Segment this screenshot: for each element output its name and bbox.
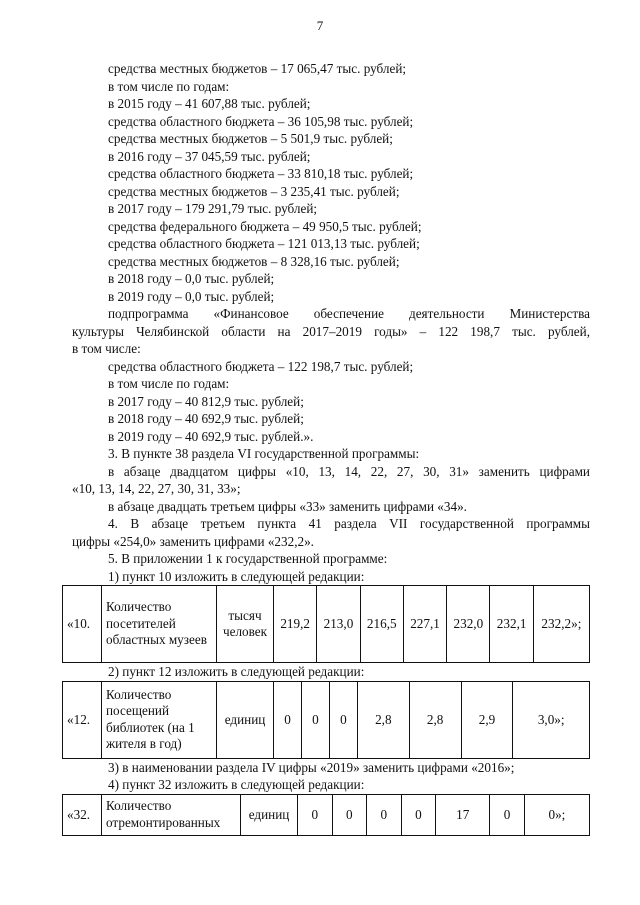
subprogram-line: культуры Челябинской области на 2017–2019 годы» – 122 198,7 тыс. рублей, xyxy=(72,323,590,339)
paragraph: средства местных бюджетов – 8 328,16 тыс. рублей; xyxy=(108,253,400,269)
paragraph: 3. В пункте 38 раздела VI государственной программы: xyxy=(108,446,420,461)
subprogram-line: в том числе: xyxy=(72,341,141,356)
table-wrapper xyxy=(62,681,590,759)
value-cell: 0 xyxy=(332,794,367,835)
value-cell: 232,2»; xyxy=(533,586,589,663)
paragraph: средства местных бюджетов – 3 235,41 тыс. рублей; xyxy=(108,183,400,199)
value-cell: 0 xyxy=(329,681,357,758)
paragraph: в 2015 году – 41 607,88 тыс. рублей; xyxy=(108,96,311,111)
subitem-1: 1) пункт 10 изложить в следующей редакции: xyxy=(108,568,365,584)
paragraph: в 2016 году – 37 045,59 тыс. рублей; xyxy=(108,148,311,164)
paragraph: средства областного бюджета – 121 013,13 тыс. рублей; xyxy=(108,236,420,251)
item3-line: в абзаце двадцатом цифры «10, 13, 14, 22, 27, 30, 31» заменить цифрами xyxy=(108,463,590,479)
row-number: «12. xyxy=(63,681,102,758)
value-cell: 219,2 xyxy=(274,586,317,663)
unit-cell: тысяч человек xyxy=(217,586,274,663)
indicator-name: Количество посещений библиотек (на 1 жителя в год) xyxy=(102,681,217,758)
paragraph: средства местных бюджетов – 5 501,9 тыс. рублей; xyxy=(108,131,393,146)
unit-cell: единиц xyxy=(241,794,298,835)
paragraph: средства местных бюджетов – 17 065,47 тыс. рублей; xyxy=(108,61,407,76)
value-cell: 17 xyxy=(436,794,490,835)
page-number: 7 xyxy=(316,18,324,33)
value-cell: 0 xyxy=(274,681,302,758)
subitem-2: 2) пункт 12 изложить в следующей редакции: xyxy=(108,664,365,679)
value-cell: 0 xyxy=(301,681,329,758)
subprogram-line: подпрограмма «Финансовое обеспечение деятельности Министерства xyxy=(108,306,590,321)
item5-heading: 5. В приложении 1 к государственной программе: xyxy=(108,551,388,566)
subitem-4: 4) пункт 32 изложить в следующей редакции: xyxy=(108,777,365,792)
paragraph: средства областного бюджета – 122 198,7 тыс. рублей; xyxy=(108,358,414,374)
document-body xyxy=(67,60,590,836)
paragraph: средства областного бюджета – 33 810,18 тыс. рублей; xyxy=(108,166,414,181)
indicator-name: Количество посетителей областных музеев xyxy=(102,586,217,663)
value-cell: 213,0 xyxy=(317,586,360,663)
row-number: «10. xyxy=(63,586,102,663)
item4-line: 4. В абзаце третьем пункта 41 раздела VII государственной программы xyxy=(108,516,590,531)
value-cell: 0 xyxy=(401,794,436,835)
indicator-name: Количество отремонтированных xyxy=(102,794,241,835)
paragraph: в том числе по годам: xyxy=(108,78,230,94)
value-cell: 2,8 xyxy=(409,681,461,758)
table-row-32 xyxy=(62,794,590,836)
table-row-12 xyxy=(62,681,590,759)
paragraph: в 2019 году – 40 692,9 тыс. рублей.». xyxy=(108,428,314,444)
unit-cell: единиц xyxy=(217,681,274,758)
value-cell: 232,0 xyxy=(447,586,490,663)
paragraph: в том числе по годам: xyxy=(108,376,230,391)
value-cell: 0 xyxy=(367,794,402,835)
paragraph: в 2017 году – 179 291,79 тыс. рублей; xyxy=(108,201,318,216)
value-cell: 0»; xyxy=(524,794,589,835)
table-row-10 xyxy=(62,585,590,663)
paragraph: в 2017 году – 40 812,9 тыс. рублей; xyxy=(108,393,304,409)
value-cell: 0 xyxy=(298,794,333,835)
table-wrapper xyxy=(62,794,590,836)
value-cell: 3,0»; xyxy=(513,681,590,758)
value-cell: 216,5 xyxy=(360,586,403,663)
paragraph: в 2019 году – 0,0 тыс. рублей; xyxy=(108,288,275,304)
value-cell: 227,1 xyxy=(403,586,446,663)
item3-line: в абзаце двадцать третьем цифры «33» заменить цифрами «34». xyxy=(108,498,467,514)
value-cell: 2,8 xyxy=(357,681,409,758)
paragraph: в 2018 году – 0,0 тыс. рублей; xyxy=(108,271,275,286)
paragraph: в 2018 году – 40 692,9 тыс. рублей; xyxy=(108,411,304,426)
value-cell: 232,1 xyxy=(490,586,533,663)
value-cell: 0 xyxy=(490,794,525,835)
paragraph: средства федерального бюджета – 49 950,5 тыс. рублей; xyxy=(108,218,422,234)
row-number: «32. xyxy=(63,794,102,835)
value-cell: 2,9 xyxy=(461,681,513,758)
subitem-3: 3) в наименовании раздела IV цифры «2019» заменить цифрами «2016»; xyxy=(108,759,515,775)
item4-line: цифры «254,0» заменить цифрами «232,2». xyxy=(72,533,314,549)
item3-line: «10, 13, 14, 22, 27, 30, 31, 33»; xyxy=(72,481,241,496)
paragraph: средства областного бюджета – 36 105,98 тыс. рублей; xyxy=(108,113,414,129)
table-wrapper xyxy=(62,585,590,663)
